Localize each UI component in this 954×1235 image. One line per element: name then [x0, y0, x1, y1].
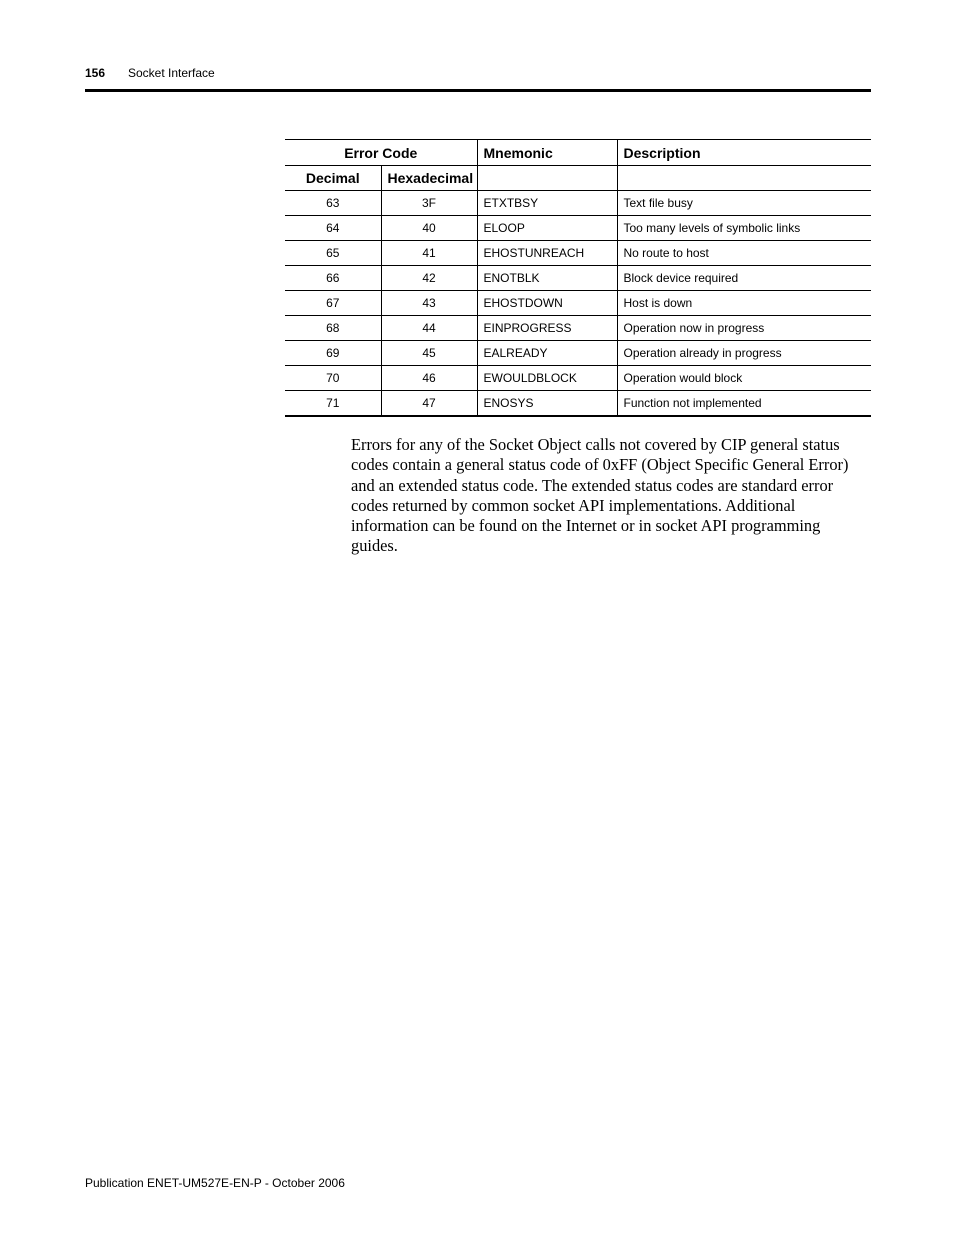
mnemonic-cell: ELOOP	[477, 216, 617, 241]
table-row	[285, 341, 871, 366]
hexadecimal-header: Hexadecimal	[381, 166, 477, 191]
description-cell: Operation now in progress	[617, 316, 871, 341]
hex-cell: 45	[381, 341, 477, 366]
page-number: 156	[85, 66, 106, 80]
decimal-cell: 70	[285, 366, 381, 391]
decimal-cell: 66	[285, 266, 381, 291]
publication-footer: Publication ENET-UM527E-EN-P - October 2006	[85, 1176, 345, 1190]
hex-cell: 47	[381, 391, 477, 417]
mnemonic-cell: EALREADY	[477, 341, 617, 366]
body-paragraph: Errors for any of the Socket Object calls not covered by CIP general status codes contain a general status code of 0xFF (Object Specific General Error) and an extended status code. The extended status codes are standard error codes returned by common socket API implementations. Additional information can be found on the Internet or in socket API programming guides.	[351, 435, 849, 556]
description-cell: Too many levels of symbolic links	[617, 216, 871, 241]
hex-cell: 42	[381, 266, 477, 291]
mnemonic-cell: ETXTBSY	[477, 191, 617, 216]
mnemonic-cell: EHOSTDOWN	[477, 291, 617, 316]
hex-cell: 43	[381, 291, 477, 316]
hex-cell: 40	[381, 216, 477, 241]
decimal-cell: 71	[285, 391, 381, 417]
section-title: Socket Interface	[128, 66, 215, 80]
description-cell: No route to host	[617, 241, 871, 266]
hex-cell: 3F	[381, 191, 477, 216]
table-row	[285, 216, 871, 241]
decimal-cell: 69	[285, 341, 381, 366]
mnemonic-subheader-empty	[477, 166, 617, 191]
table-row	[285, 391, 871, 417]
decimal-cell: 67	[285, 291, 381, 316]
table-row	[285, 316, 871, 341]
decimal-cell: 64	[285, 216, 381, 241]
mnemonic-cell: EHOSTUNREACH	[477, 241, 617, 266]
decimal-cell: 65	[285, 241, 381, 266]
table-row	[285, 366, 871, 391]
page-header	[85, 66, 871, 82]
decimal-header: Decimal	[285, 166, 381, 191]
table-header-row	[285, 140, 871, 166]
description-cell: Text file busy	[617, 191, 871, 216]
table-row	[285, 266, 871, 291]
error-code-header: Error Code	[285, 140, 477, 166]
mnemonic-header: Mnemonic	[477, 140, 617, 166]
error-code-table	[285, 139, 871, 417]
hex-cell: 44	[381, 316, 477, 341]
description-cell: Function not implemented	[617, 391, 871, 417]
header-rule	[85, 89, 871, 92]
mnemonic-cell: EWOULDBLOCK	[477, 366, 617, 391]
description-cell: Host is down	[617, 291, 871, 316]
decimal-cell: 63	[285, 191, 381, 216]
description-cell: Operation would block	[617, 366, 871, 391]
hex-cell: 46	[381, 366, 477, 391]
mnemonic-cell: EINPROGRESS	[477, 316, 617, 341]
mnemonic-cell: ENOSYS	[477, 391, 617, 417]
mnemonic-cell: ENOTBLK	[477, 266, 617, 291]
table-subheader-row	[285, 166, 871, 191]
table-row	[285, 191, 871, 216]
table-row	[285, 241, 871, 266]
description-cell: Operation already in progress	[617, 341, 871, 366]
table-row	[285, 291, 871, 316]
hex-cell: 41	[381, 241, 477, 266]
description-cell: Block device required	[617, 266, 871, 291]
description-header: Description	[617, 140, 871, 166]
description-subheader-empty	[617, 166, 871, 191]
decimal-cell: 68	[285, 316, 381, 341]
